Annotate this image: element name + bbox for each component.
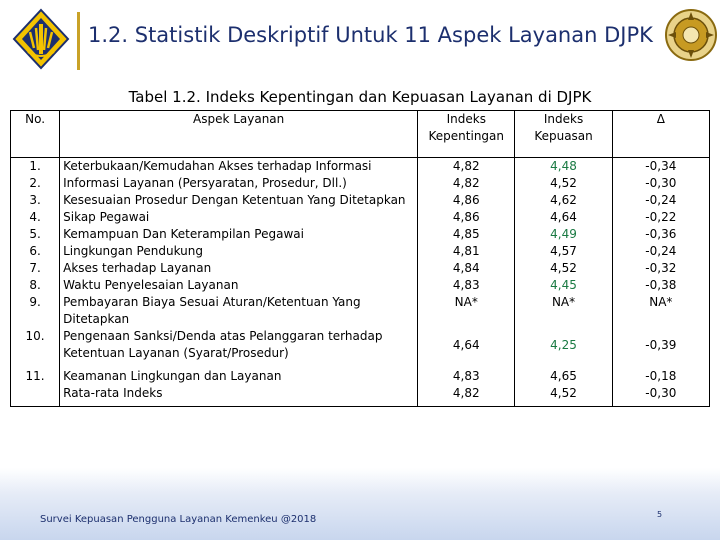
row-aspek: Kesesuaian Prosedur Dengan Ketentuan Yang Ditetapkan bbox=[63, 193, 406, 207]
row-aspek: Pembayaran Biaya Sesuai Aturan/Ketentuan Yang Ditetapkan bbox=[63, 295, 361, 326]
table-header-row bbox=[11, 111, 710, 158]
row-kepentingan: 4,64 bbox=[418, 328, 515, 362]
summary-kepuasan: 4,52 bbox=[515, 385, 612, 407]
header-kepuasan: Indeks Kepuasan bbox=[515, 111, 612, 158]
row-kepuasan: 4,45 bbox=[515, 277, 612, 294]
row-delta: -0,24 bbox=[612, 243, 709, 260]
row-delta: -0,18 bbox=[612, 362, 709, 385]
row-no: 8. bbox=[11, 277, 60, 294]
table-row bbox=[11, 362, 710, 385]
header-delta: Δ bbox=[612, 111, 709, 158]
row-kepuasan: 4,65 bbox=[515, 362, 612, 385]
row-aspek: Pengenaan Sanksi/Denda atas Pelanggaran terhadap Ketentuan Layanan (Syarat/Prosedur) bbox=[63, 329, 383, 360]
row-delta: -0,24 bbox=[612, 192, 709, 209]
row-kepentingan: 4,85 bbox=[418, 226, 515, 243]
row-aspek: Akses terhadap Layanan bbox=[63, 261, 212, 275]
row-delta: -0,32 bbox=[612, 260, 709, 277]
row-kepentingan: NA* bbox=[418, 294, 515, 328]
row-delta: NA* bbox=[612, 294, 709, 328]
row-no: 2. bbox=[11, 175, 60, 192]
row-kepuasan: 4,49 bbox=[515, 226, 612, 243]
row-delta: -0,39 bbox=[612, 328, 709, 362]
row-no: 11. bbox=[11, 362, 60, 385]
row-delta: -0,38 bbox=[612, 277, 709, 294]
table-caption: Tabel 1.2. Indeks Kepentingan dan Kepuasan Layanan di DJPK bbox=[128, 88, 592, 106]
row-aspek: Kemampuan Dan Keterampilan Pegawai bbox=[63, 227, 304, 241]
table-row bbox=[11, 209, 710, 226]
row-kepentingan: 4,83 bbox=[418, 362, 515, 385]
row-no: 9. bbox=[11, 294, 60, 328]
footer-text: Survei Kepuasan Pengguna Layanan Kemenkeu @2018 bbox=[40, 514, 317, 525]
table-row bbox=[11, 328, 710, 362]
row-kepuasan: 4,57 bbox=[515, 243, 612, 260]
row-aspek: Lingkungan Pendukung bbox=[63, 244, 203, 258]
summary-kepentingan: 4,82 bbox=[418, 385, 515, 407]
row-delta: -0,30 bbox=[612, 175, 709, 192]
row-delta: -0,22 bbox=[612, 209, 709, 226]
row-kepentingan: 4,81 bbox=[418, 243, 515, 260]
row-kepentingan: 4,82 bbox=[418, 158, 515, 176]
row-aspek: Sikap Pegawai bbox=[63, 210, 150, 224]
row-kepuasan: 4,48 bbox=[515, 158, 612, 176]
row-aspek: Informasi Layanan (Persyaratan, Prosedur, Dll.) bbox=[63, 176, 347, 190]
row-kepuasan: 4,62 bbox=[515, 192, 612, 209]
row-no: 4. bbox=[11, 209, 60, 226]
summary-delta: -0,30 bbox=[612, 385, 709, 407]
row-delta: -0,36 bbox=[612, 226, 709, 243]
row-kepuasan: 4,64 bbox=[515, 209, 612, 226]
row-no: 5. bbox=[11, 226, 60, 243]
row-kepentingan: 4,84 bbox=[418, 260, 515, 277]
row-kepentingan: 4,86 bbox=[418, 209, 515, 226]
table-row bbox=[11, 158, 710, 176]
row-kepuasan: 4,52 bbox=[515, 260, 612, 277]
summary-row bbox=[11, 385, 710, 407]
header-kepentingan: Indeks Kepentingan bbox=[418, 111, 515, 158]
row-no: 7. bbox=[11, 260, 60, 277]
row-no: 6. bbox=[11, 243, 60, 260]
row-delta: -0,34 bbox=[612, 158, 709, 176]
footer-background bbox=[0, 468, 720, 540]
service-index-table bbox=[10, 110, 710, 407]
table-row bbox=[11, 175, 710, 192]
row-aspek: Waktu Penyelesaian Layanan bbox=[63, 278, 239, 292]
row-aspek: Keterbukaan/Kemudahan Akses terhadap Informasi bbox=[63, 159, 372, 173]
row-aspek: Keamanan Lingkungan dan Layanan bbox=[63, 369, 282, 383]
header-no: No. bbox=[11, 111, 60, 158]
row-kepentingan: 4,83 bbox=[418, 277, 515, 294]
row-kepentingan: 4,82 bbox=[418, 175, 515, 192]
row-no: 3. bbox=[11, 192, 60, 209]
summary-label: Rata-rata Indeks bbox=[60, 385, 418, 407]
row-kepuasan: 4,52 bbox=[515, 175, 612, 192]
table-row bbox=[11, 277, 710, 294]
slide-title: 1.2. Statistik Deskriptif Untuk 11 Aspek Layanan DJPK bbox=[88, 23, 653, 47]
row-no: 1. bbox=[11, 158, 60, 176]
title-accent-bar bbox=[77, 12, 80, 70]
table-row bbox=[11, 243, 710, 260]
kemenkeu-logo-icon bbox=[10, 8, 72, 70]
row-kepuasan: NA* bbox=[515, 294, 612, 328]
row-no: 10. bbox=[11, 328, 60, 362]
header-aspek: Aspek Layanan bbox=[60, 111, 418, 158]
table-row bbox=[11, 226, 710, 243]
page-number: 5 bbox=[657, 510, 663, 519]
row-kepentingan: 4,86 bbox=[418, 192, 515, 209]
row-kepuasan: 4,25 bbox=[515, 328, 612, 362]
summary-no bbox=[11, 385, 60, 407]
table-row bbox=[11, 260, 710, 277]
table-row bbox=[11, 192, 710, 209]
table-row bbox=[11, 294, 710, 328]
